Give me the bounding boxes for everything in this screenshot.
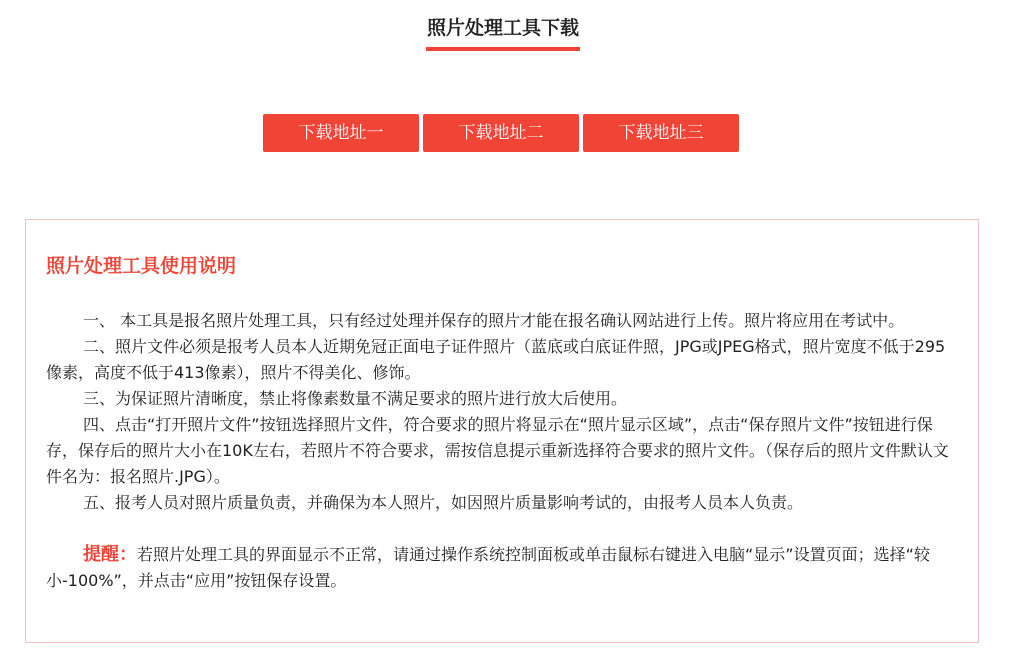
download-button-group	[263, 114, 739, 152]
instruction-paragraph-4: 四、点击“打开照片文件”按钮选择照片文件，符合要求的照片将显示在“照片显示区域”，点击“保存照片文件”按钮进行保存，保存后的照片大小在10K左右，若照片不符合要求，需按信息提示重新选择符合要求的照片文件。（保存后的照片文件默认文件名为：报名照片.JPG）。	[46, 415, 949, 486]
download-link-3-button[interactable]: 下载地址三	[583, 114, 739, 152]
reminder-note	[46, 542, 958, 594]
instructions-title: 照片处理工具使用说明	[46, 255, 237, 277]
reminder-label: 提醒：	[83, 544, 137, 565]
page-header	[0, 16, 1006, 51]
download-link-1-button[interactable]: 下载地址一	[263, 114, 419, 152]
instructions-body	[46, 308, 958, 594]
instruction-paragraph-2: 二、照片文件必须是报考人员本人近期免冠正面电子证件照片（蓝底或白底证件照，JPG或JPEG格式，照片宽度不低于295像素，高度不低于413像素），照片不得美化、修饰。	[46, 337, 946, 382]
instruction-paragraph-5: 五、报考人员对照片质量负责，并确保为本人照片，如因照片质量影响考试的，由报考人员本人负责。	[83, 493, 804, 512]
download-link-2-button[interactable]: 下载地址二	[423, 114, 579, 152]
instruction-paragraph-3: 三、为保证照片清晰度，禁止将像素数量不满足要求的照片进行放大后使用。	[83, 389, 628, 408]
instruction-paragraph-1: 一、 本工具是报名照片处理工具，只有经过处理并保存的照片才能在报名确认网站进行上传。照片将应用在考试中。	[83, 311, 905, 330]
instructions-panel	[25, 219, 979, 643]
page-title: 照片处理工具下载	[426, 16, 580, 51]
reminder-text: 若照片处理工具的界面显示不正常，请通过操作系统控制面板或单击鼠标右键进入电脑“显示”设置页面；选择“较小-100%”，并点击“应用”按钮保存设置。	[46, 545, 930, 590]
